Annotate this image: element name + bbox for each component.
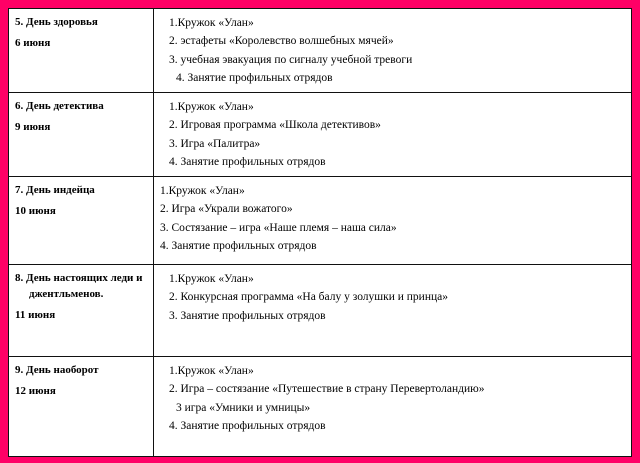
day-title: 9. День наоборот [15,364,99,376]
table-row [9,93,632,177]
activities-cell [154,93,632,177]
day-title: 5. День здоровья [15,16,98,28]
list-item: 3. Игра «Палитра» [169,137,261,150]
day-title: 6. День детектива [15,100,104,112]
day-title: 7. День индейца [15,184,95,196]
activity-list [160,271,625,325]
activity-list [160,15,625,87]
list-item: 1.Кружок «Улан» [169,101,254,113]
activity-list [160,99,625,171]
activity-list [160,183,625,255]
schedule-table [8,8,632,457]
list-item: 4. Занятие профильных отрядов [169,419,326,432]
list-item: 3. Занятие профильных отрядов [169,309,326,322]
table-row [9,177,632,265]
day-cell [9,357,154,457]
day-cell [9,93,154,177]
table-row [9,357,632,457]
list-item: 4. Занятие профильных отрядов [160,239,317,252]
activities-cell [154,9,632,93]
day-date: 10 июня [15,204,56,217]
day-title: 8. День настоящих леди и джентльменов. [15,272,143,300]
activities-cell [154,357,632,457]
list-item: 2. Игровая программа «Школа детективов» [169,119,381,132]
day-date: 9 июня [15,120,51,133]
activities-cell [154,177,632,265]
day-cell [9,265,154,357]
activity-list [160,363,625,435]
list-item: 2. Конкурсная программа «На балу у золушки и принца» [169,291,448,304]
list-item: 1.Кружок «Улан» [169,365,254,377]
list-item: 4. Занятие профильных отрядов [176,71,333,84]
day-cell [9,9,154,93]
list-item: 3. Состязание – игра «Наше племя – наша сила» [160,221,397,234]
list-item: 1.Кружок «Улан» [160,185,245,197]
activities-cell [154,265,632,357]
list-item: 3. учебная эвакуация по сигналу учебной тревоги [169,53,413,66]
day-date: 6 июня [15,36,51,49]
table-row [9,265,632,357]
list-item: 2. эстафеты «Королевство волшебных мячей» [169,35,394,48]
table-row [9,9,632,93]
list-item: 1.Кружок «Улан» [169,17,254,29]
list-item: 3 игра «Умники и умницы» [176,401,311,414]
day-date: 12 июня [15,384,56,397]
list-item: 1.Кружок «Улан» [169,273,254,285]
schedule-table-container [8,8,632,455]
list-item: 2. Игра «Украли вожатого» [160,203,293,216]
day-date: 11 июня [15,308,56,321]
list-item: 2. Игра – состязание «Путешествие в страну Перевертоландию» [169,383,485,396]
list-item: 4. Занятие профильных отрядов [169,155,326,168]
day-cell [9,177,154,265]
